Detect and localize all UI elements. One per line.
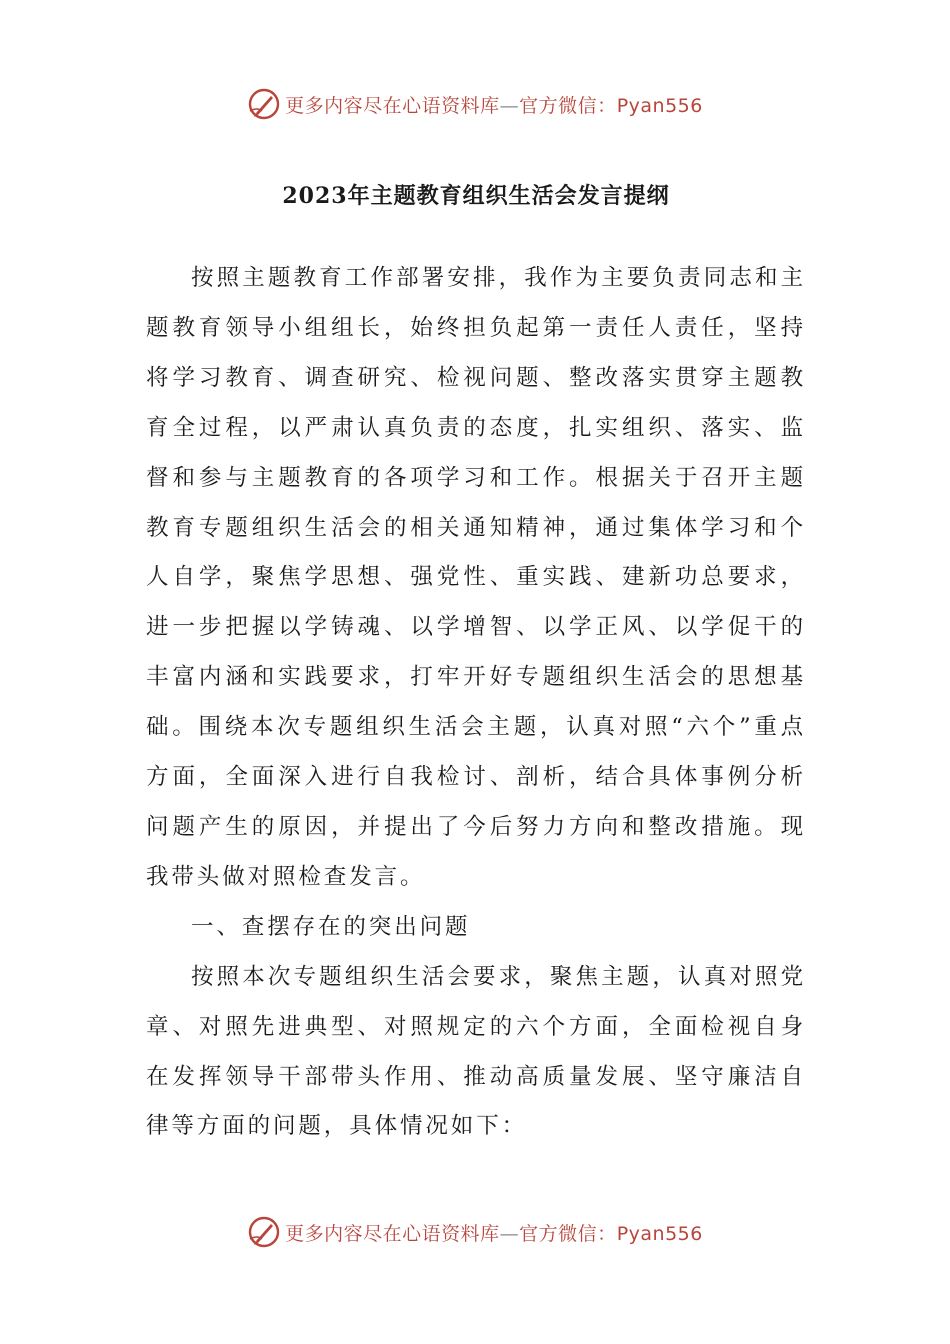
watermark-separator: —: [499, 94, 520, 117]
document-title: 2023年主题教育组织生活会发言提纲: [282, 183, 670, 209]
watermark-text: [285, 1219, 703, 1246]
section-heading: 一、查摆存在的突出问题: [191, 913, 471, 940]
quill-pen-circle-icon: [247, 87, 281, 121]
quill-pen-circle-icon: [247, 1215, 281, 1249]
watermark-text: [285, 91, 703, 118]
watermark-brand: 更多内容尽在心语资料库: [285, 94, 500, 117]
watermark-separator: —: [499, 1222, 520, 1245]
paragraph-intro: 按照主题教育工作部署安排，我作为主要负责同志和主题教育领导小组组长，始终担负起第一责任人责任，坚持将学习教育、调查研究、检视问题、整改落实贯穿主题教育全过程，以严肃认真负责的态度，扎实组织、落实、监督和参与主题教育的各项学习和工作。根据关于召开主题教育专题组织生活会的相关通知精神，通过集体学习和个人自学，聚焦学思想、强党性、重实践、建新功总要求，进一步把握以学铸魂、以学增智、以学正风、以学促干的丰富内涵和实践要求，打牢开好专题组织生活会的思想基础。围绕本次专题组织生活会主题，认真对照“六个”重点方面，全面深入进行自我检讨、剖析，结合具体事例分析问题产生的原因，并提出了今后努力方向和整改措施。现我带头做对照检查发言。: [146, 265, 806, 890]
watermark-label: 官方微信：: [519, 1222, 617, 1245]
document-body: [146, 176, 806, 1152]
paragraph-section-intro: 按照本次专题组织生活会要求，聚焦主题，认真对照党章、对照先进典型、对照规定的六个方面，全面检视自身在发挥领导干部带头作用、推动高质量发展、坚守廉洁自律等方面的问题，具体情况如下：: [146, 963, 806, 1140]
watermark-footer: [0, 1212, 950, 1252]
watermark-wechat-id: Pyan556: [616, 1222, 703, 1245]
watermark-header: [0, 84, 950, 124]
watermark-brand: 更多内容尽在心语资料库: [285, 1222, 500, 1245]
watermark-wechat-id: Pyan556: [616, 94, 703, 117]
watermark-label: 官方微信：: [519, 94, 617, 117]
